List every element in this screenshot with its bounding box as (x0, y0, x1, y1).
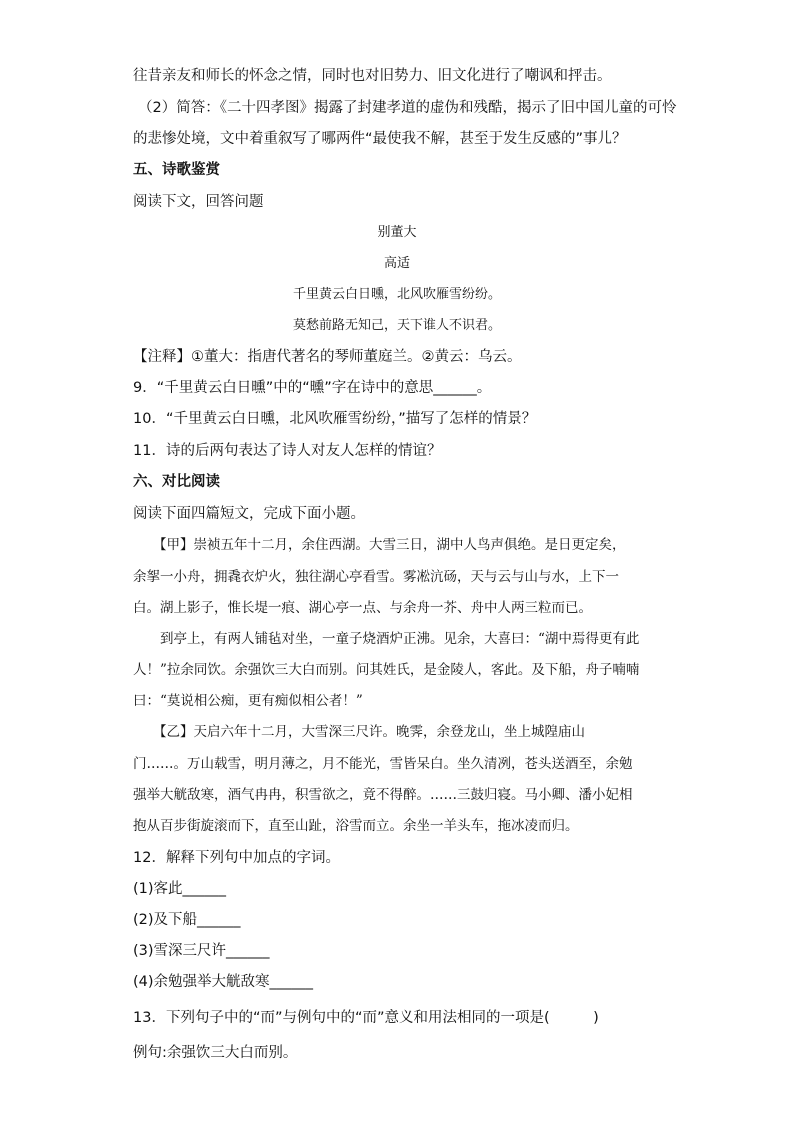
instruction-text: 阅读下面四篇短文，完成下面小题。 (133, 506, 365, 522)
passage-jia-line: 曰：“莫说相公痴，更有痴似相公者！” (133, 693, 363, 709)
example-sentence: 例句:余强饮三大白而别。 (133, 1045, 298, 1061)
text-line: 往昔亲友和师长的怀念之情，同时也对旧势力、旧文化进行了嘲讽和抨击。 (133, 68, 612, 84)
passage-yi-line: 抱从百步街旋滚而下，直至山趾，浴雪而立。余坐一羊头车，拖冰凌而归。 (133, 818, 579, 834)
text-line: 的悲惨处境，文中着重叙写了哪两件“最使我不解，甚至于发生反感的”事儿？ (133, 131, 627, 147)
poem-title: 别董大 (377, 225, 417, 240)
passage-yi-line: 门……。万山载雪，明月薄之，月不能光，雪皆呆白。坐久清冽，苍头送酒至，余勉 (133, 756, 633, 772)
section-heading-5: 五、诗歌鉴赏 (133, 162, 220, 178)
passage-jia-line: 人！”拉余同饮。余强饮三大白而别。问其姓氏，是金陵人，客此。及下船，舟子喃喃 (133, 662, 640, 678)
annotation-note: 【注释】①董大：指唐代著名的琴师董庭兰。②黄云：乌云。 (133, 349, 522, 365)
question-12-item: (2)及下船______ (133, 912, 241, 928)
question-2-text: （2）简答：《二十四孝图》揭露了封建孝道的虚伪和残酷，揭示了旧中国儿童的可怜 (138, 100, 677, 116)
question-12-item: (4)余勉强举大觥敌寒______ (133, 974, 314, 990)
poem-author: 高适 (383, 256, 410, 271)
poem-line: 莫愁前路无知己，天下谁人不识君。 (292, 318, 501, 333)
question-13: 13．下列句子中的“而”与例句中的“而”意义和用法相同的一项是( ) (133, 1010, 599, 1026)
passage-yi-line: 【乙】天启六年十二月，大雪深三尺许。晚霁，余登龙山，坐上城隍庙山 (153, 724, 585, 740)
question-12-item: (3)雪深三尺许______ (133, 943, 270, 959)
section-heading-6: 六、对比阅读 (133, 474, 220, 490)
poem-line: 千里黄云白日曛，北风吹雁雪纷纷。 (292, 287, 501, 302)
question-9: 9．“千里黄云白日曛”中的“曛”字在诗中的意思______。 (133, 380, 492, 396)
question-11: 11．诗的后两句表达了诗人对友人怎样的情谊？ (133, 443, 442, 459)
passage-jia-line: 到亭上，有两人铺毡对坐，一童子烧酒炉正沸。见余，大喜曰：“湖中焉得更有此 (160, 631, 640, 647)
passage-jia-line: 余挐一小舟，拥毳衣炉火，独往湖心亭看雪。雾凇沆砀，天与云与山与水，上下一 (133, 569, 619, 585)
instruction-text: 阅读下文，回答问题 (133, 194, 264, 210)
question-12: 12．解释下列句中加点的字词。 (133, 850, 340, 866)
question-10: 10．“千里黄云白日曛，北风吹雁雪纷纷，”描写了怎样的情景？ (133, 411, 537, 427)
question-12-item: (1)客此______ (133, 881, 227, 897)
passage-yi-line: 强举大觥敌寒，酒气冉冉，积雪欲之，竟不得醉。……三鼓归寝。马小卿、潘小妃相 (133, 787, 633, 803)
passage-jia-line: 【甲】崇祯五年十二月，余住西湖。大雪三日，湖中人鸟声俱绝。是日更定矣， (153, 537, 626, 553)
passage-jia-line: 白。湖上影子，惟长堤一痕、湖心亭一点、与余舟一芥、舟中人两三粒而已。 (133, 600, 592, 616)
